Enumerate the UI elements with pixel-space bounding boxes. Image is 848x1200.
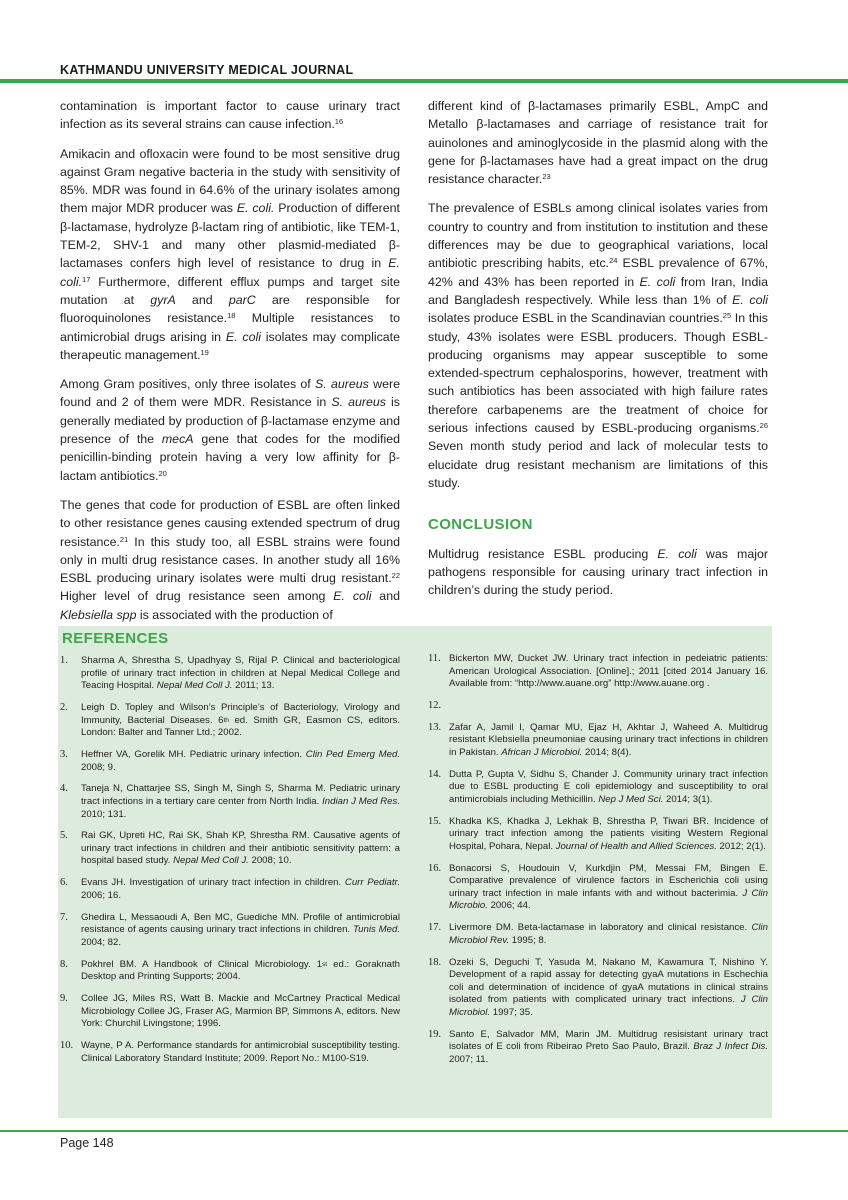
italic-term: J Clin Microbio. (449, 887, 768, 912)
italic-term: E. coli (657, 546, 697, 561)
citation-superscript: th (223, 716, 229, 724)
reference-number: 3. (60, 748, 68, 760)
reference-item (60, 959, 400, 984)
reference-number: 6. (60, 877, 68, 889)
italic-term: Curr Pediatr. (344, 877, 400, 889)
reference-item (428, 922, 768, 947)
references-left-column (60, 655, 400, 1074)
reference-text: Leigh D. Topley and Wilson’s Principle’s of Bacteriology, Virology and Immunity, Bacterial Diseases. 6th ed. Smith GR, Easmon CS, editors. London: Balter and Tanner Ltd.; 2002. (81, 701, 400, 739)
reference-item (428, 769, 768, 807)
italic-term: Nepal Med Coll J. (173, 855, 249, 867)
reference-number: 18. (428, 956, 442, 968)
reference-item (60, 830, 400, 868)
reference-number: 9. (60, 992, 68, 1004)
italic-term: African J Microbiol. (501, 746, 583, 758)
citation-superscript: 19 (200, 347, 209, 357)
reference-number: 11. (428, 653, 441, 664)
reference-item (428, 957, 768, 1020)
citation-superscript: 23 (542, 172, 551, 182)
reference-text: Sharma A, Shrestha S, Upadhyay S, Rijal P. Clinical and bacteriological profile of urinary tract infection in children at Nepal Medical College and Teacing Hospital. Nepal Med Coll J. 2011; 13. (81, 655, 400, 692)
citation-superscript: 16 (334, 117, 344, 127)
italic-term: Braz J Infect Dis. (693, 1041, 768, 1053)
body-paragraph: The prevalence of ESBLs among clinical isolates varies from country to country and from institution to institution and these differences may be due to geographical variations, local antibiotic prescribing habits, etc.$^{24}$ ESBL prevalence of 67%, 42% and 43% has been reported in E. coli from Iran, India and Bangladesh respectively. While less than 1% of E. coli isolates produce ESBL in the Scandinavian countries.$^{25}$ In this study, 43% isolates were ESBL producers. Though ESBL-producing organisms may appear susceptible to some extended-spectrum cephalosporins, however, treatment with such antibiotics has been associated with high failure rates therefore carbapenems are the treatment of choice for serious infections caused by ESBL-producing organisms.$^{26}$ Seven month study period and lack of molecular tests to elucidate drug resistant mechanism are limitations of this study. (428, 201, 768, 490)
italic-term: Indian J Med Res. (322, 795, 400, 807)
reference-number: 16. (428, 862, 442, 874)
italic-term: J Clin Microbiol. (449, 994, 768, 1018)
reference-text: Bickerton MW, Ducket JW. Urinary tract infection in pedeiatric patients: American Urological Association. [Online].; 2011 [cited 2014 January 16. Available from: “http://www.auane.org” http://www.auane.org . (449, 653, 768, 690)
body-paragraph: different kind of β-lactamases primarily ESBL, AmpC and Metallo β-lactamases and carriage of resistance trait for auinolones and aminoglycoside in the plasmid along with the gene for β-lactamases have had a great impact on the drug resistance character.$^{23}$ (428, 99, 768, 187)
reference-text: Evans JH. Investigation of urinary tract infection in children. Curr Pediatr. 2006; 16. (81, 877, 400, 901)
reference-number: 13. (428, 721, 442, 733)
reference-text: Dutta P, Gupta V, Sidhu S, Chander J. Community urinary tract infection due to ESBL producting E coli epidemiology and susceptibility to oral antimicrobials including Methicillin. Nep J Med Sci. 2014; 3(1). (449, 768, 768, 805)
reference-item (428, 700, 768, 713)
italic-term: parC (228, 292, 256, 307)
reference-number: 19. (428, 1028, 442, 1040)
citation-superscript: st (322, 960, 328, 968)
reference-text: Bonacorsi S, Houdouin V, Kurkdjin PM, Messai FM, Bingen E. Comparative prevalence of virulence factors in Escherichia coli using urinary tract infection in male infants with and without bacterimia. J Clin Microbio. 2006; 44. (449, 862, 768, 912)
footer-rule (0, 1130, 848, 1132)
citation-superscript: 26 (759, 421, 768, 431)
reference-item (60, 749, 400, 774)
italic-term: Clin Ped Emerg Med. (305, 748, 401, 760)
italic-term: Clin Microbiol Rev. (449, 922, 768, 946)
reference-text: Ghedira L, Messaoudi A, Ben MC, Guediche MN. Profile of antimicrobial resistance of agents causing urinary tract infections in children. Tunis Med. 2004; 82. (81, 911, 400, 948)
reference-item (428, 816, 768, 854)
reference-text: Livermore DM. Beta-lactamase in laboratory and clinical resistance. Clin Microbiol Rev. 1995; 8. (449, 922, 768, 946)
citation-superscript: 24 (609, 256, 618, 266)
journal-title: KATHMANDU UNIVERSITY MEDICAL JOURNAL (60, 63, 354, 77)
reference-number: 8. (60, 958, 68, 970)
reference-number: 14. (428, 768, 442, 780)
citation-superscript: 21 (119, 534, 129, 544)
reference-number: 15. (428, 815, 442, 827)
italic-term: E. coli (225, 329, 261, 344)
body-paragraph: Amikacin and ofloxacin were found to be most sensitive drug against Gram negative bacteria in the study with sensitivity of 85%. MDR was found in 64.6% of the urinary isolates among them major MDR producer was E. coli. Production of different β-lactamase, hydrolyze β-lactam ring of antibiotic, like TEM-1, TEM-2, SHV-1 and many other plasmid-mediated β-lactamases confers high level of resistance to drug in E. coli.$^{17}$ Furthermore, different efflux pumps and target site mutation at gyrA and parC are responsible for fluoroquinolones resistance.$^{18}$ Multiple resistances to antimicrobial drugs arising in E. coli isolates may complicate therapeutic management.$^{19}$ (60, 146, 401, 362)
reference-item (60, 783, 400, 821)
italic-term: S. aureus (315, 377, 369, 392)
references-heading: REFERENCES (62, 630, 169, 647)
reference-item (60, 877, 400, 902)
body-paragraph: contamination is important factor to cause urinary tract infection as its several strains can cause infection.$^{16}$ (60, 99, 400, 132)
italic-term: E. coli. (60, 256, 400, 289)
citation-superscript: 25 (722, 311, 732, 321)
conclusion-heading: CONCLUSION (428, 516, 533, 534)
reference-text: Zafar A, Jamil I, Qamar MU, Ejaz H, Akhtar J, Waheed A. Multidrug resistant Klebsiella pneumoniae causing urinary tract infections in children in Pakistan. African J Microbiol. 2014; 8(4). (449, 721, 768, 758)
reference-item (428, 863, 768, 913)
reference-text: Santo E, Salvador MM, Marin JM. Multidrug resisistant urinary tract isolates of E coli from Ribeirao Preto Sao Paulo, Brazil. Braz J Infect Dis. 2007; 11. (449, 1028, 768, 1065)
reference-number: 2. (60, 701, 68, 713)
reference-number: 7. (60, 911, 68, 923)
reference-item (428, 722, 768, 760)
reference-number: 1. (60, 655, 68, 666)
body-paragraph: The genes that code for production of ESBL are often linked to other resistance genes causing extended spectrum of drug resistance.$^{21}$ In this study too, all ESBL strains were found only in multi drug resistance cases. In another study all 16% ESBL producing urinary isolates were multi drug resistant.$^{22}$ Higher level of drug resistance seen among E. coli and Klebsiella spp is associated with the production of (60, 497, 400, 622)
reference-item (428, 653, 768, 691)
italic-term: E. coli (732, 292, 768, 307)
left-text-column (60, 97, 400, 635)
reference-text: Heffner VA, Gorelik MH. Pediatric urinary infection. Clin Ped Emerg Med. 2008; 9. (81, 748, 401, 773)
reference-text (449, 700, 768, 713)
reference-number: 4. (60, 783, 68, 795)
reference-item (60, 1040, 400, 1065)
reference-number: 12. (428, 699, 442, 711)
italic-term: gyrA (150, 292, 176, 307)
reference-text: Pokhrel BM. A Handbook of Clinical Microbiology. 1st ed.: Goraknath Desktop and Printing Supports; 2004. (81, 958, 400, 983)
header-rule (0, 79, 848, 83)
citation-superscript: 17 (82, 274, 91, 284)
reference-item (60, 702, 400, 740)
reference-item (60, 993, 400, 1031)
conclusion-paragraphs (428, 545, 768, 600)
italic-term: Tunis Med. (353, 924, 400, 936)
body-paragraph: Among Gram positives, only three isolates of S. aureus were found and 2 of them were MDR. Resistance in S. aureus is generally mediated by production of β-lactamase enzyme and presence of the mecA gene that codes for the modified penicillin-binding protein having a very low affinity for β-lactam antibiotics.$^{20}$ (60, 377, 400, 483)
italic-term: E. coli. (236, 201, 275, 216)
right-paragraphs (428, 97, 768, 492)
italic-term: S. aureus (331, 395, 386, 410)
italic-term: Nep J Med Sci. (598, 793, 664, 805)
italic-term: E. coli (639, 274, 676, 289)
reference-number: 5. (60, 830, 68, 842)
reference-item (60, 655, 400, 693)
reference-number: 10. (60, 1039, 74, 1051)
conclusion-paragraph: Multidrug resistance ESBL producing E. coli was major pathogens responsible for causing urinary tract infection in children’s during the study period. (428, 546, 768, 598)
citation-superscript: 20 (158, 468, 167, 478)
reference-text: Taneja N, Chattarjee SS, Singh M, Singh S, Sharma M. Pediatric urinary tract infections in a tertiary care center from North India. Indian J Med Res. 2010; 131. (81, 783, 400, 820)
italic-term: Journal of Health and Allied Sciences. (555, 840, 717, 852)
reference-item (428, 1029, 768, 1067)
citation-superscript: 22 (391, 571, 400, 581)
reference-text: Collee JG, Miles RS, Watt B. Mackie and McCartney Practical Medical Microbiology Collee JG, Fraser AG, Marmion BP, Simmons A, editors. New York: Churchil Livingstone; 1996. (81, 992, 400, 1030)
reference-text: Ozeki S, Deguchi T, Yasuda M, Nakano M, Kawamura T, Nishino Y. Development of a rapid assay for detecting gyaA mutations in Eschechia coli and determination of incidence of gyaA mutations in clinical strains isolated from patients with complicated urinary tract infections. J Clin Microbiol. 1997; 35. (449, 956, 768, 1018)
reference-item (60, 912, 400, 950)
right-text-column (428, 97, 768, 610)
italic-term: Klebsiella spp (60, 607, 137, 622)
italic-term: mecA (161, 432, 194, 447)
reference-text: Wayne, P A. Performance standards for antimicrobial susceptibility testing. Clinical Laboratory Standard Institute; 2009. Report No.: M100-S19. (81, 1039, 400, 1064)
reference-text: Khadka KS, Khadka J, Lekhak B, Shrestha P, Tiwari BR. Incidence of urinary tract infection among the patients visiting Western Regional Hospital, Pohara, Nepal. Journal of Health and Allied Sciences. 2012; 2(1). (449, 815, 768, 852)
reference-text: Rai GK, Upreti HC, Rai SK, Shah KP, Shrestha RM. Causative agents of urinary tract infections in children and their antibiotic sensitivity pattern: a hospital based study. Nepal Med Coll J. 2008; 10. (81, 830, 400, 867)
citation-superscript: 18 (227, 311, 236, 321)
reference-number: 17. (428, 922, 442, 934)
page-number: Page 148 (60, 1136, 114, 1150)
italic-term: Nepal Med Coll J. (156, 680, 233, 692)
italic-term: E. coli (333, 589, 372, 604)
references-right-column (428, 653, 768, 1076)
